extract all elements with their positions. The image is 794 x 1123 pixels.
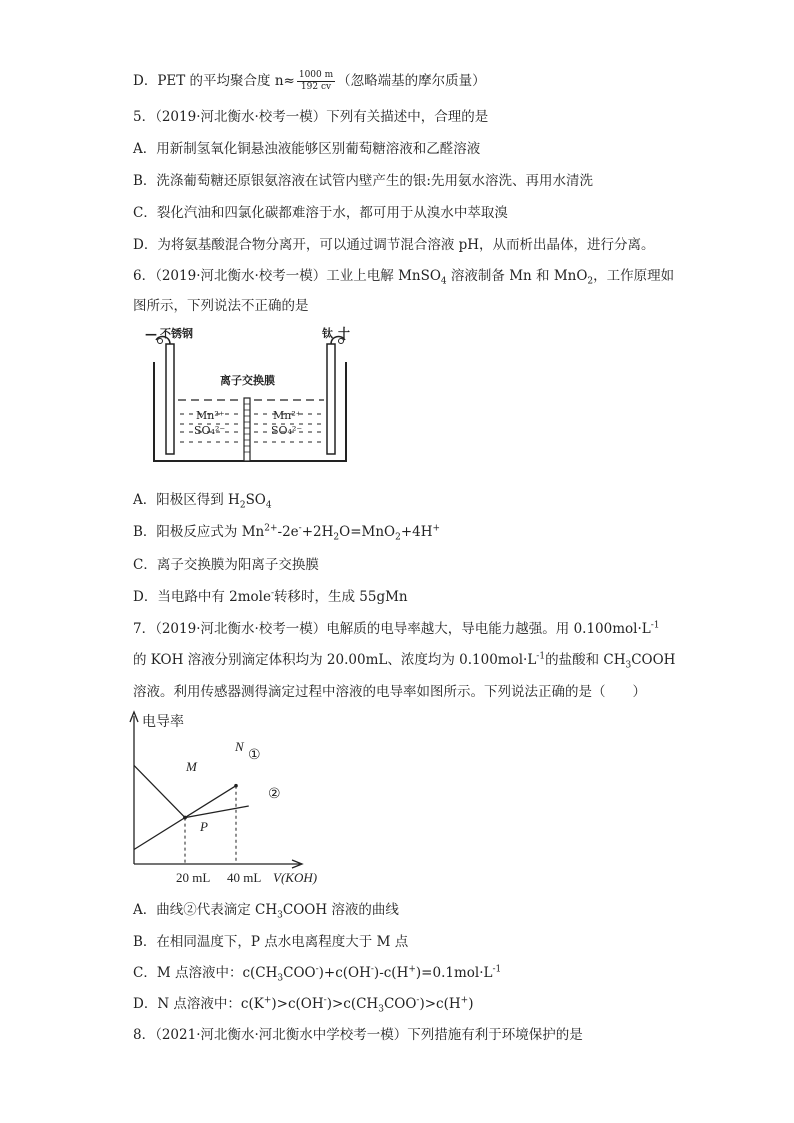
left-electrode bbox=[166, 344, 174, 454]
q5-option-d: D．为将氨基酸混合物分离开，可以通过调节混合溶液 pH，从而析出晶体，进行分离。 bbox=[133, 237, 655, 253]
membrane-label: 离子交换膜 bbox=[220, 374, 275, 387]
right-electrode-label: 钛 bbox=[322, 327, 333, 340]
conductivity-chart bbox=[120, 708, 350, 886]
point-p bbox=[183, 816, 187, 820]
right-ion-so4: SO₄²⁻ bbox=[271, 424, 303, 437]
left-ion-so4: SO₄²⁻ bbox=[194, 424, 226, 437]
right-ion-mn: Mn²⁺ bbox=[273, 409, 302, 422]
x-tick-20: 20 mL bbox=[176, 870, 211, 885]
q7-stem-line2: 的 KOH 溶液分别滴定体积均为 20.00mL、浓度均为 $0.100mol\cdot L^{-1}$的盐酸和 $CH_3COOH$ bbox=[133, 651, 676, 671]
q5-stem: 5．（2019·河北衡水·校考一模）下列有关描述中，合理的是 bbox=[133, 109, 489, 125]
q7-option-c: C．M 点溶液中：$c(CH_3COO^-)+c(OH^-)-c(H^+)=0.1mol\cdot L^{-1}$ bbox=[133, 964, 502, 984]
left-sign: — bbox=[145, 327, 157, 341]
point-m-label: M bbox=[186, 759, 197, 774]
q7-stem-line3: 溶液。利用传感器测得滴定过程中溶液的电导率如图所示。下列说法正确的是（ ） bbox=[133, 684, 646, 700]
q7-option-d: D．N 点溶液中：$c(K^+)>c(OH^-)>c(CH_3COO^-)>c(H^+)$ bbox=[133, 995, 474, 1015]
q6-option-c: C．离子交换膜为阳离子交换膜 bbox=[133, 557, 319, 573]
q6-option-d: D．当电路中有 2mole-转移时，生成 55gMn bbox=[133, 588, 408, 605]
right-sign: 十 bbox=[338, 326, 351, 340]
curve-2-line bbox=[134, 806, 249, 850]
x-tick-40: 40 mL bbox=[227, 870, 262, 885]
q8-stem: 8．（2021·河北衡水·河北衡水中学校考一模）下列措施有利于环境保护的是 bbox=[133, 1027, 583, 1043]
electrolysis-diagram bbox=[140, 322, 360, 468]
q7-option-a: A．曲线②代表滴定 $CH_3COOH$ 溶液的曲线 bbox=[133, 902, 399, 921]
q6-option-b: B．阳极反应式为 $Mn^{2+}-2e^-+2H_2O=MnO_2+4H^+$ bbox=[133, 523, 441, 543]
right-electrode bbox=[327, 344, 335, 454]
q6-option-a: A．阳极区得到 $H_2SO_4$ bbox=[133, 492, 272, 511]
x-axis-label: V(KOH) bbox=[273, 870, 318, 885]
point-n bbox=[234, 784, 238, 788]
ion-exchange-membrane bbox=[244, 398, 250, 461]
left-electrode-label: 不锈钢 bbox=[160, 327, 193, 340]
point-n-label: N bbox=[235, 739, 244, 754]
q6-stem-line1: 6．（2019·河北衡水·校考一模）工业上电解 MnSO$_4$ 溶液制备 Mn 和 MnO$_2$，工作原理如 bbox=[133, 268, 675, 287]
q5-option-c: C．裂化汽油和四氯化碳都难溶于水，都可用于从溴水中萃取溴 bbox=[133, 205, 508, 221]
curve-2-label: ② bbox=[268, 786, 281, 802]
q7-option-b: B．在相同温度下，P 点水电离程度大于 M 点 bbox=[133, 934, 409, 950]
fraction: $\frac{1000 m}{192 cv}$ bbox=[298, 70, 334, 92]
left-ion-mn: Mn²⁺ bbox=[196, 409, 225, 422]
q7-stem-line1: 7．（2019·河北衡水·校考一模）电解质的电导率越大，导电能力越强。用 $0.100mol\cdot L^{-1}$ bbox=[133, 620, 660, 637]
q5-option-b: B．洗涤葡萄糖还原银氨溶液在试管内壁产生的银:先用氨水溶洗、再用水清洗 bbox=[133, 173, 593, 189]
q6-stem-line2: 图所示，下列说法不正确的是 bbox=[133, 298, 309, 314]
q4-option-d: D．PET 的平均聚合度 n≈ $\frac{1000 m}{192 cv}$ （忽略端基的摩尔质量） bbox=[133, 70, 486, 92]
curve-1-line bbox=[134, 765, 236, 817]
y-axis-label: 电导率 bbox=[142, 714, 184, 730]
q5-option-a: A．用新制氢氧化铜悬浊液能够区别葡萄糖溶液和乙醛溶液 bbox=[133, 141, 481, 157]
point-p-label: P bbox=[200, 819, 208, 834]
curve-1-label: ① bbox=[248, 747, 261, 763]
